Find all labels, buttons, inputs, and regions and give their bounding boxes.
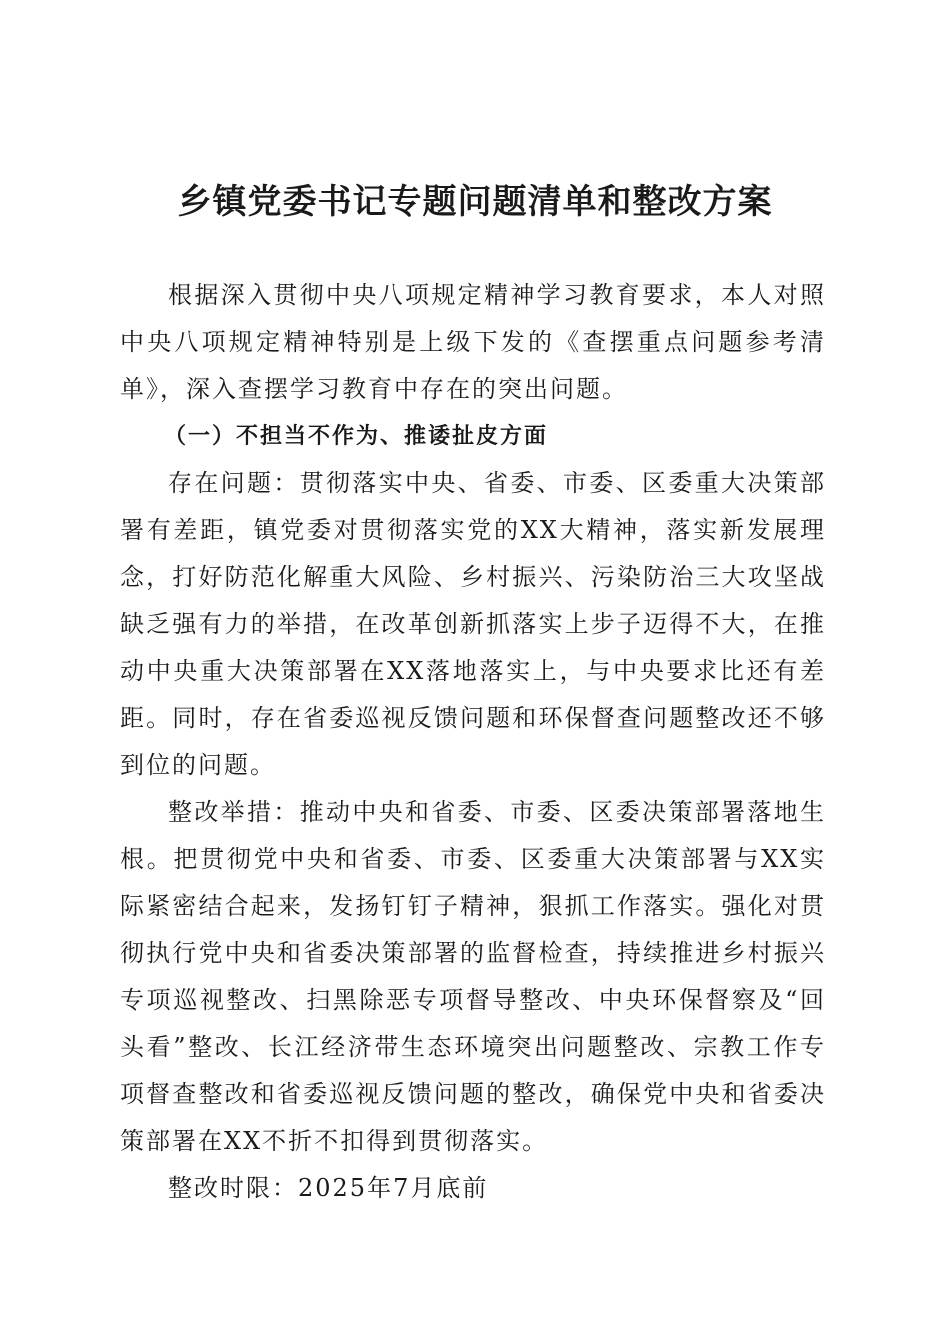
section-heading: （一）不担当不作为、推诿扯皮方面 <box>164 423 549 449</box>
measures-paragraph: 整改举措：推动中央和省委、市委、区委决策部署落地生根。把贯彻党中央和省委、市委、区委重大决策部署与XX实际紧密结合起来，发扬钉钉子精神，狠抓工作落实。强化对贯彻执行党中央和省委决策部署的监督检查，持续推进乡村振兴专项巡视整改、扫黑除恶专项督导整改、中央环保督察及“回头看”整改、长江经济带生态环境突出问题整改、宗教工作专项督查整改和省委巡视反馈问题的整改，确保党中央和省委决策部署在XX不折不扣得到贯彻落实。 <box>120 798 826 1155</box>
deadline-paragraph: 整改时限：2025年7月底前 <box>168 1174 489 1202</box>
problems-paragraph: 存在问题：贯彻落实中央、省委、市委、区委重大决策部署有差距，镇党委对贯彻落实党的XX大精神，落实新发展理念，打好防范化解重大风险、乡村振兴、污染防治三大攻坚战缺乏强有力的举措，在改革创新抓落实上步子迈得不大，在推动中央重大决策部署在XX落地落实上，与中央要求比还有差距。同时，存在省委巡视反馈问题和环保督查问题整改还不够到位的问题。 <box>120 469 826 779</box>
intro-paragraph: 根据深入贯彻中央八项规定精神学习教育要求，本人对照中央八项规定精神特别是上级下发的《查摆重点问题参考清单》，深入查摆学习教育中存在的突出问题。 <box>120 281 826 403</box>
document-title: 乡镇党委书记专题问题清单和整改方案 <box>177 182 773 222</box>
document-body <box>120 272 826 1212</box>
